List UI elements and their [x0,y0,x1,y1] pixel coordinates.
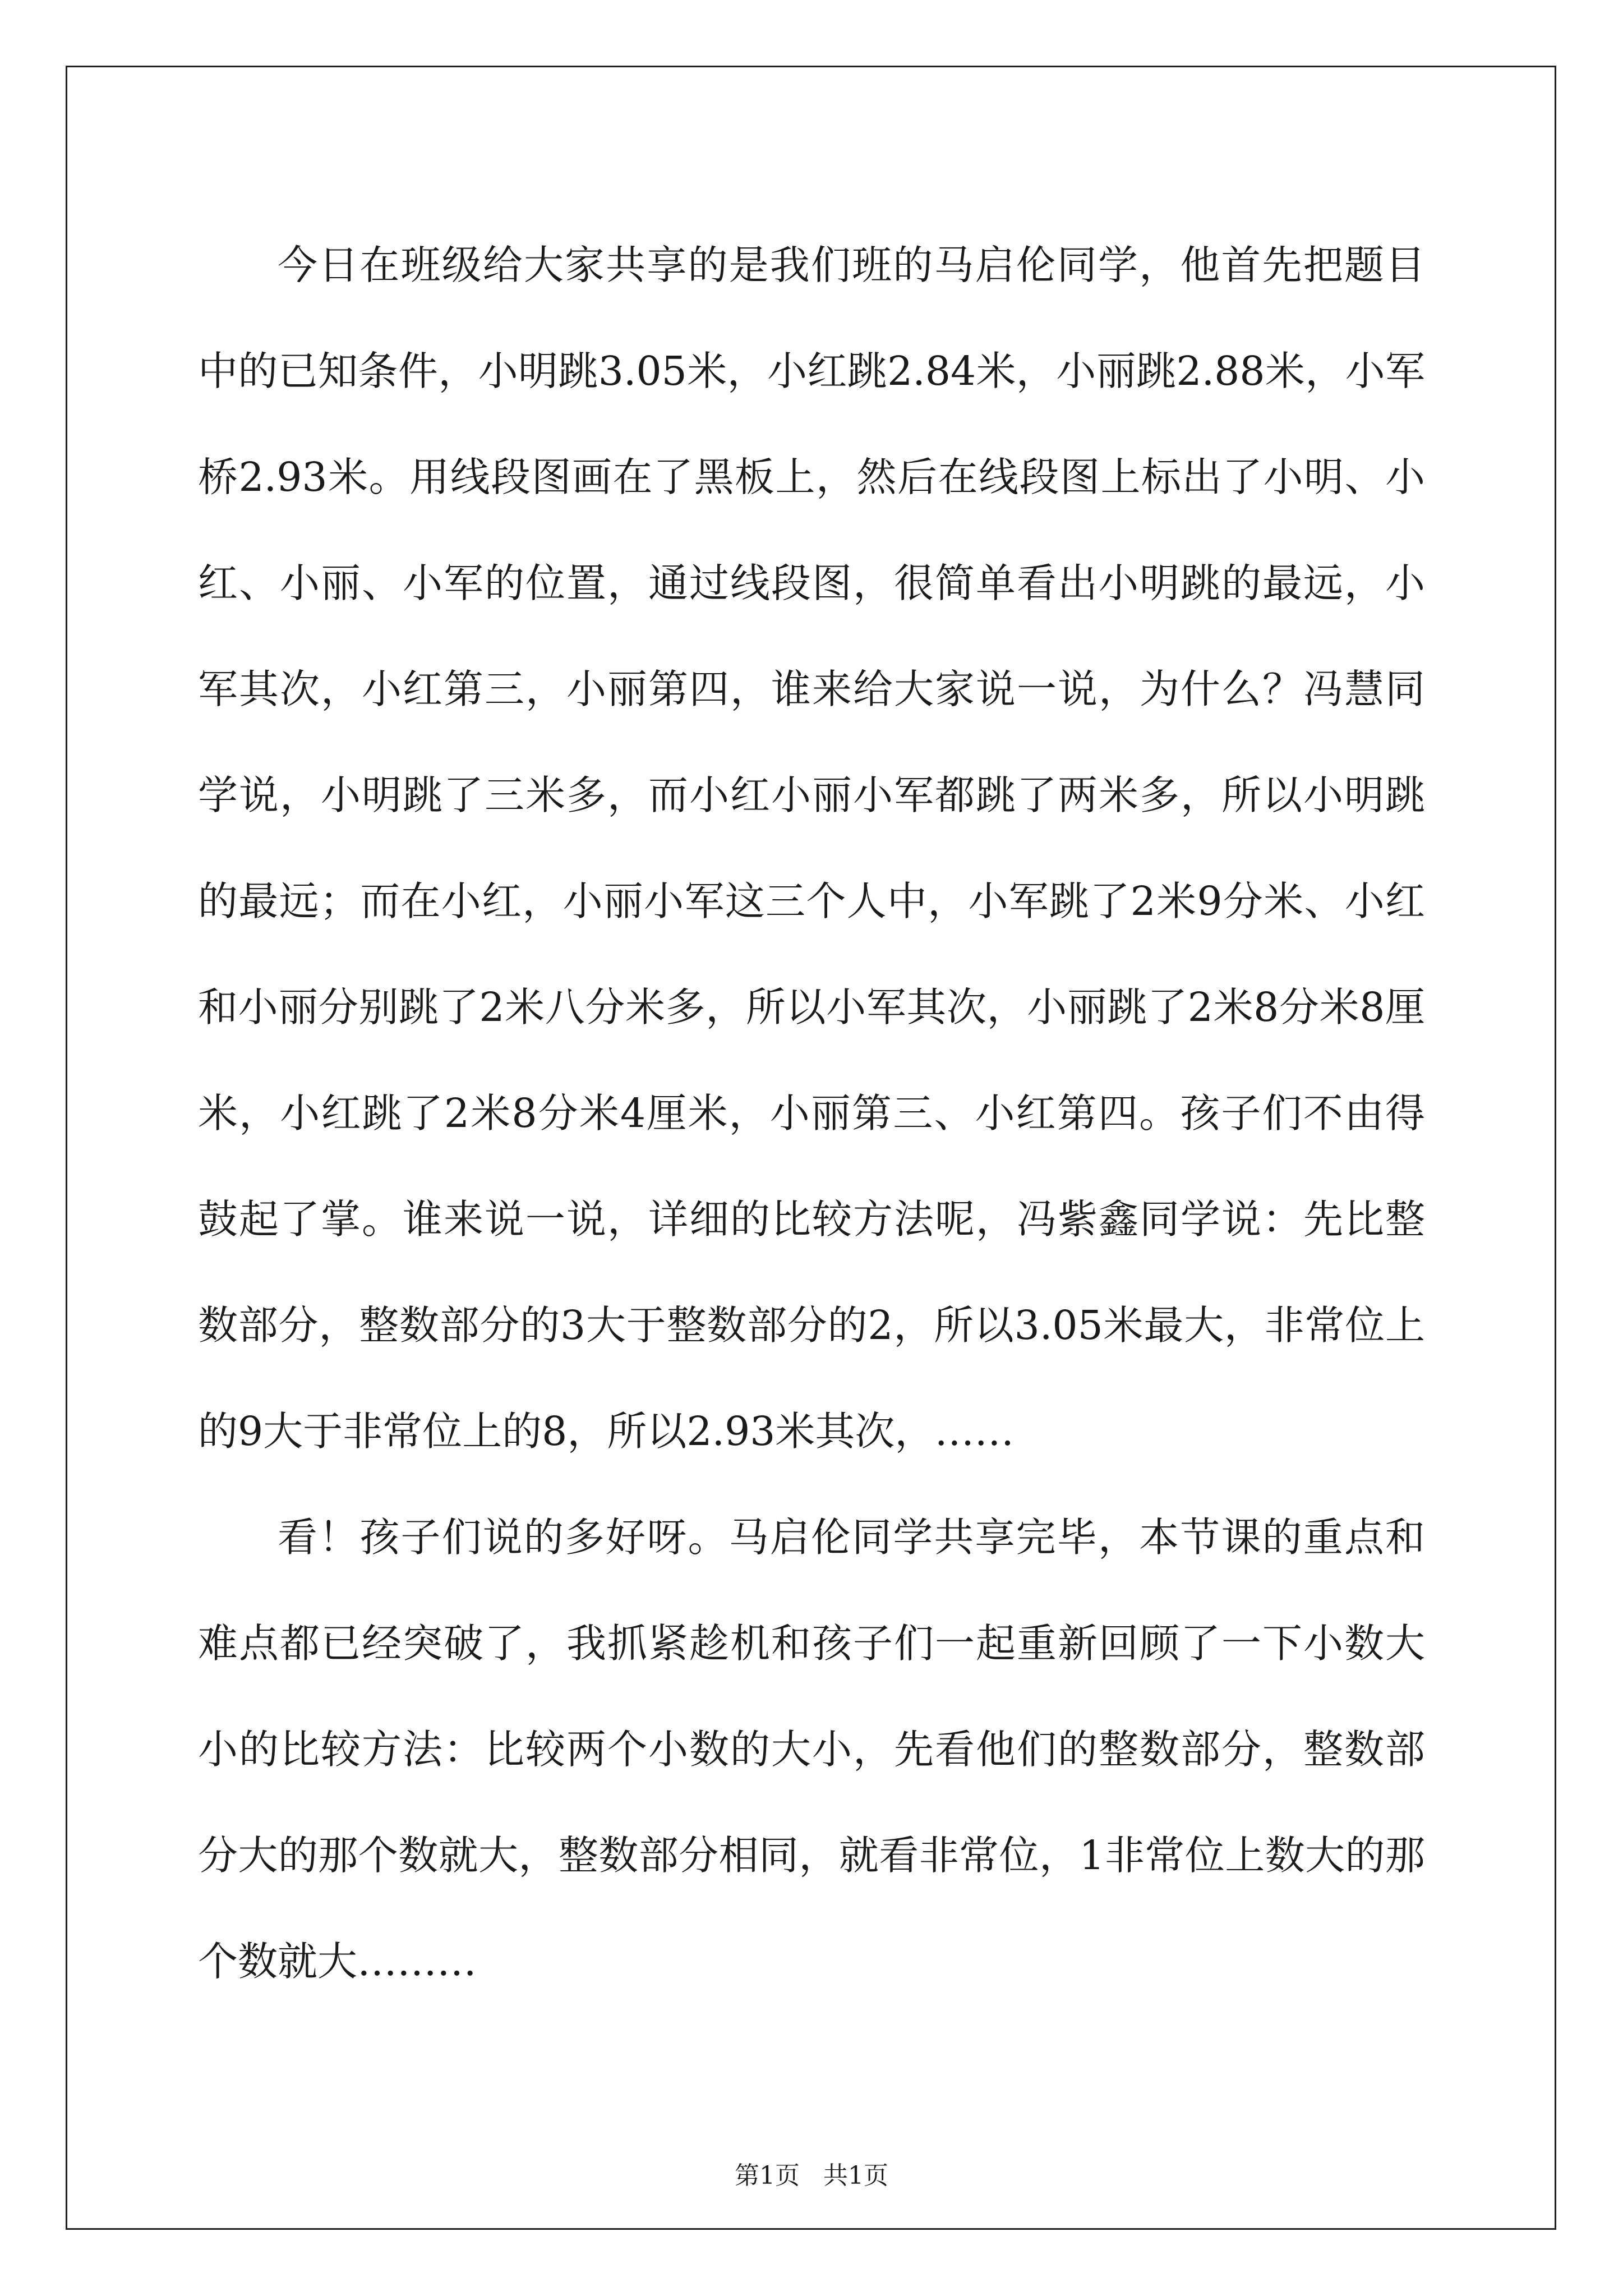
paragraph-1: 今日在班级给大家共享的是我们班的马启伦同学，他首先把题目中的已知条件，小明跳3.05米，小红跳2.84米，小丽跳2.88米，小军桥2.93米。用线段图画在了黑板上，然后在线段图上标出了小明、小红、小丽、小军的位置，通过线段图，很简单看出小明跳的最远，小军其次，小红第三，小丽第四，谁来给大家说一说，为什么？冯慧同学说，小明跳了三米多，而小红小丽小军都跳了两米多，所以小明跳的最远；而在小红，小丽小军这三个人中，小军跳了2米9分米、小红和小丽分别跳了2米八分米多，所以小军其次，小丽跳了2米8分米8厘米，小红跳了2米8分米4厘米，小丽第三、小红第四。孩子们不由得鼓起了掌。谁来说一说，详细的比较方法呢，冯紫鑫同学说：先比整数部分，整数部分的3大于整数部分的2，所以3.05米最大，非常位上的9大于非常位上的8，所以2.93米其次，…… [198,242,1425,1455]
document-body [198,212,1425,2014]
page-footer: 第1页 共1页 [735,2161,888,2190]
paragraph-2: 看！孩子们说的多好呀。马启伦同学共享完毕，本节课的重点和难点都已经突破了，我抓紧趁机和孩子们一起重新回顾了一下小数大小的比较方法：比较两个小数的大小，先看他们的整数部分，整数部分大的那个数就大，整数部分相同，就看非常位，1非常位上数大的那个数就大……… [198,1514,1425,1985]
